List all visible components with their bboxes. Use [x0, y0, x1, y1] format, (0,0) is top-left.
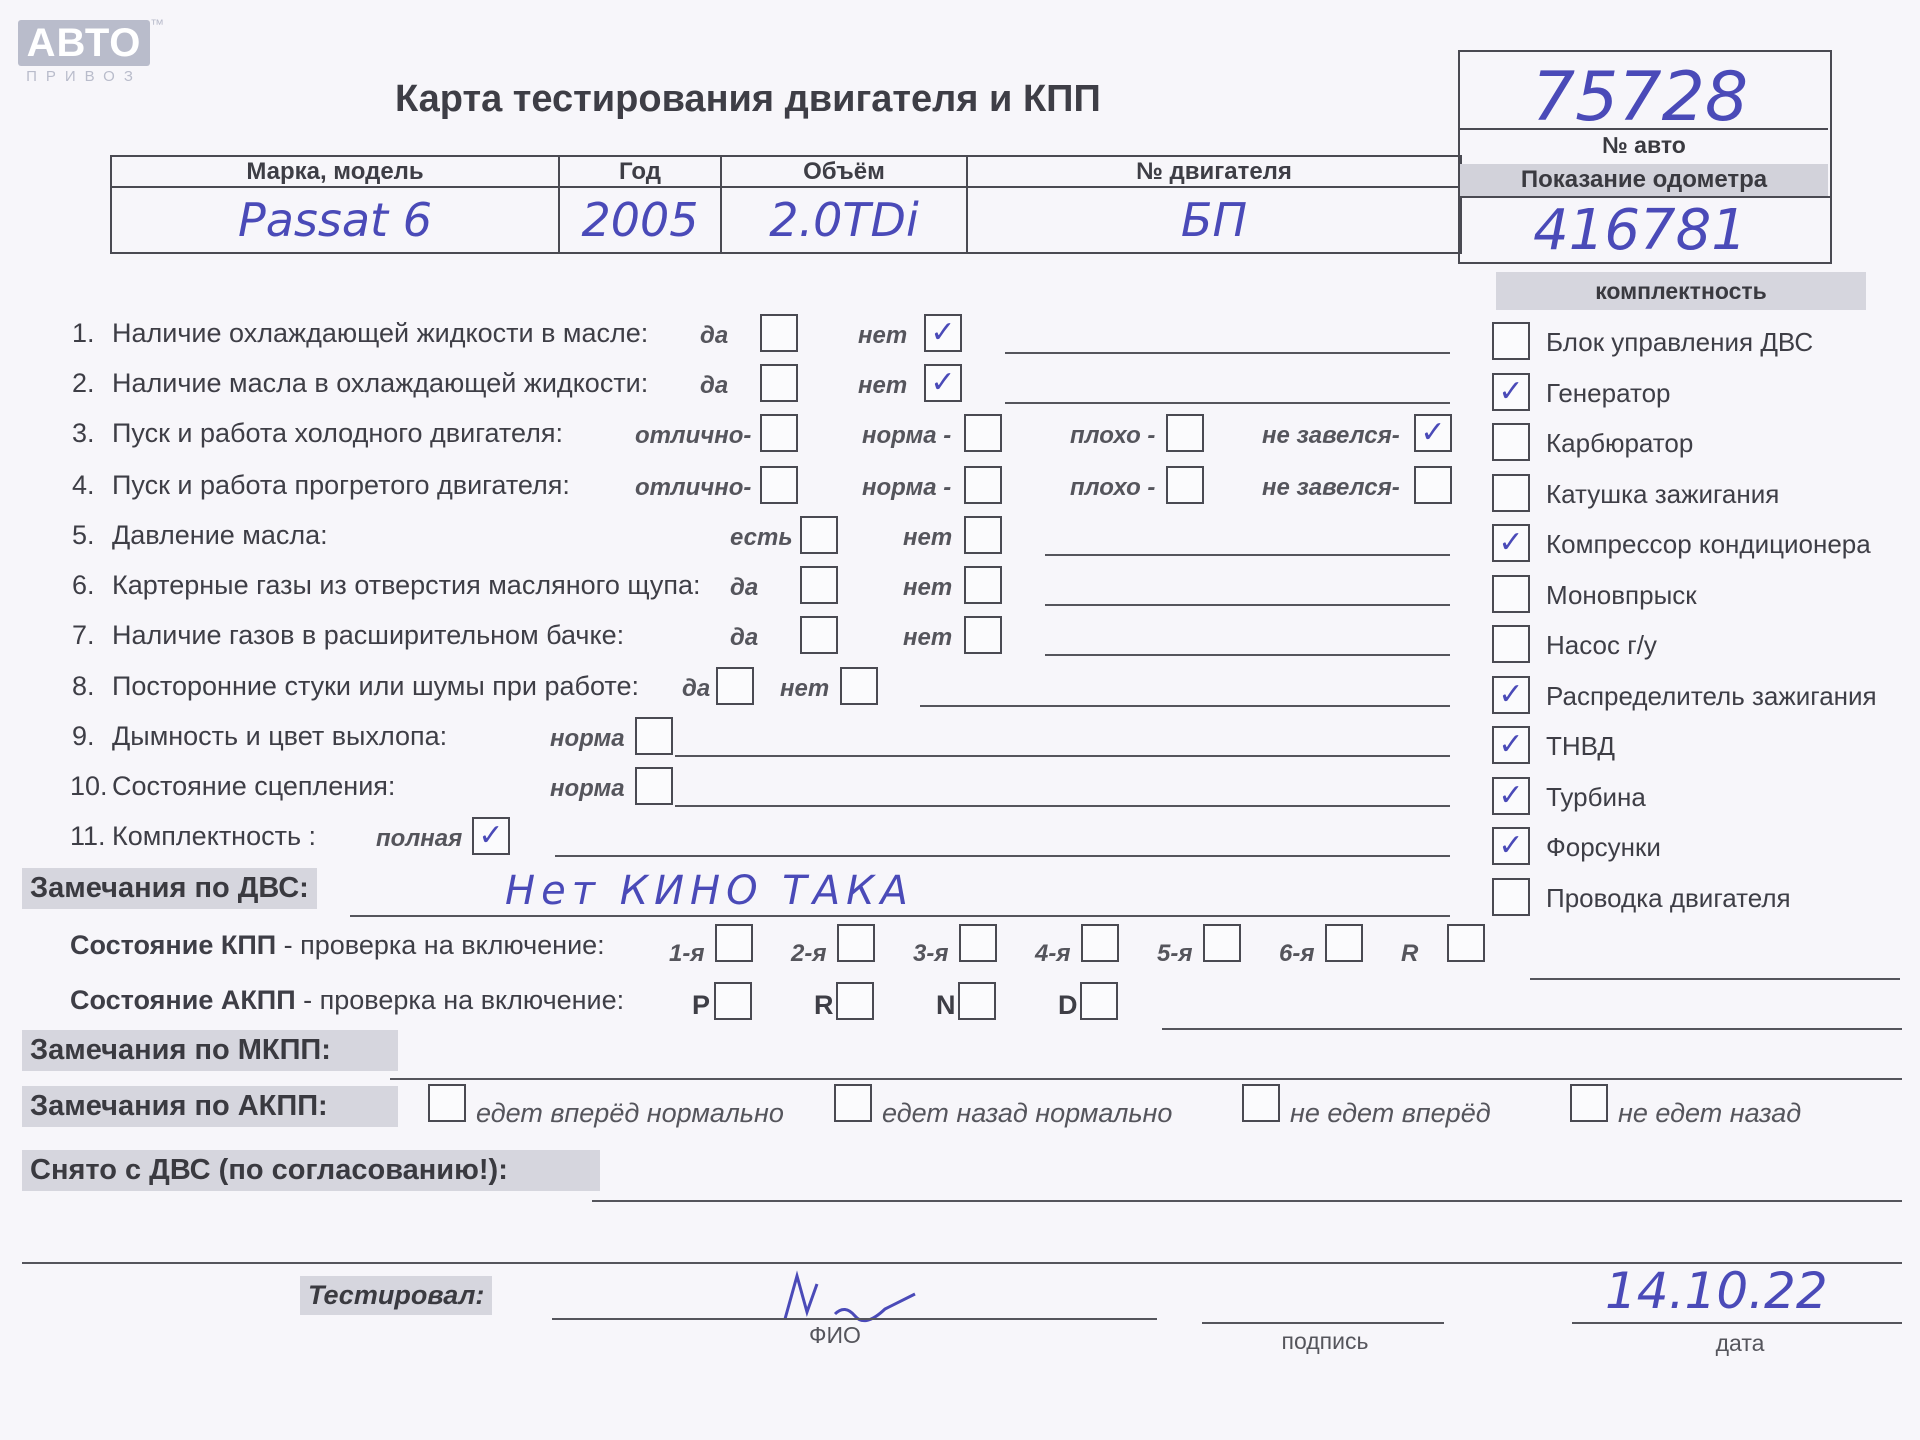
option-checkbox[interactable]: [964, 616, 1002, 654]
kpp-gear-checkbox[interactable]: [1325, 924, 1363, 962]
header-table: [110, 155, 1462, 254]
model-value[interactable]: Passat 6: [111, 187, 559, 253]
kompl-checkbox[interactable]: [1492, 322, 1530, 360]
option-label: нет: [858, 322, 908, 349]
option-checkbox[interactable]: [760, 466, 798, 504]
option-label: да: [682, 675, 711, 702]
akpp-gear-checkbox[interactable]: [836, 982, 874, 1020]
question-text: Посторонние стуки или шумы при работе:: [112, 671, 639, 701]
answer-line: [1045, 654, 1450, 656]
removed-label: Снято с ДВС (по согласованию!):: [22, 1150, 600, 1191]
option-label: норма -: [862, 474, 952, 501]
date-line: [1572, 1322, 1902, 1324]
option-checkbox[interactable]: [800, 616, 838, 654]
akpp-remark-label: едет назад нормально: [882, 1098, 1173, 1128]
option-checkbox[interactable]: [635, 767, 673, 805]
year-value[interactable]: 2005: [559, 187, 721, 253]
kompl-checkbox[interactable]: [1492, 827, 1530, 865]
auto-number-value[interactable]: 75728: [1531, 58, 1749, 137]
kompl-checkbox[interactable]: [1492, 676, 1530, 714]
option-label: полная: [376, 825, 463, 852]
col-volume-header: Объём: [721, 156, 967, 187]
akpp-gear-label: P: [692, 990, 711, 1020]
kompl-checkbox[interactable]: [1492, 777, 1530, 815]
akpp-gear-checkbox[interactable]: [714, 982, 752, 1020]
kpp-gear-label: 3-я: [913, 940, 949, 967]
logo: АВТО: [18, 20, 150, 66]
fio-line: [552, 1318, 1157, 1320]
option-label: нет: [780, 675, 830, 702]
question-text: Комплектность :: [112, 821, 317, 851]
kompl-item-label: Турбина: [1546, 781, 1646, 812]
logo-tm: ™: [150, 16, 164, 32]
kpp-gear-label: 2-я: [791, 940, 827, 967]
check-mark: ✓: [1498, 727, 1524, 762]
odometer-value[interactable]: 416781: [1533, 198, 1747, 263]
kompl-title: комплектность: [1496, 272, 1866, 310]
question-number: 6.: [72, 570, 95, 600]
col-engine-header: № двигателя: [967, 156, 1461, 187]
remarks-akpp-label: Замечания по АКПП:: [22, 1086, 398, 1127]
date-label: дата: [1715, 1330, 1765, 1356]
option-label: да: [730, 574, 759, 601]
akpp-gear-label: D: [1058, 990, 1078, 1020]
answer-line: [1005, 402, 1450, 404]
question-number: 1.: [72, 318, 95, 348]
akpp-remark-label: не едет назад: [1618, 1098, 1802, 1128]
kompl-checkbox[interactable]: [1492, 726, 1530, 764]
akpp-remark-checkbox[interactable]: [1570, 1084, 1608, 1122]
answer-line: [675, 755, 1450, 757]
akpp-gear-label: N: [936, 990, 956, 1020]
option-checkbox[interactable]: [840, 667, 878, 705]
question-text: Состояние сцепления:: [112, 771, 396, 801]
option-checkbox[interactable]: [924, 314, 962, 352]
option-checkbox[interactable]: [635, 717, 673, 755]
option-label: да: [700, 322, 729, 349]
kompl-item-label: Катушка зажигания: [1546, 478, 1780, 509]
option-label: норма: [550, 725, 625, 752]
akpp-label: Состояние АКПП - проверка на включение:: [70, 985, 625, 1015]
check-mark: ✓: [1498, 828, 1524, 863]
remarks-mkpp-line: [390, 1078, 1902, 1080]
akpp-remark-label: не едет вперёд: [1290, 1098, 1491, 1128]
kompl-item-label: ТНВД: [1546, 731, 1616, 761]
option-label: нет: [858, 372, 908, 399]
option-label: нет: [903, 574, 953, 601]
kompl-item-label: Распределитель зажигания: [1546, 680, 1877, 711]
option-label: норма -: [862, 422, 952, 449]
question-number: 4.: [72, 470, 95, 500]
kpp-gear-checkbox[interactable]: [1447, 924, 1485, 962]
question-text: Пуск и работа холодного двигателя:: [112, 418, 563, 448]
page-title: Карта тестирования двигателя и КПП: [395, 78, 1101, 120]
col-model-header: Марка, модель: [111, 156, 559, 187]
kpp-gear-checkbox[interactable]: [837, 924, 875, 962]
question-number: 9.: [72, 721, 95, 751]
kpp-label: Состояние КПП - проверка на включение:: [70, 930, 605, 960]
option-label: отлично-: [635, 422, 752, 449]
check-mark: ✓: [1498, 525, 1524, 560]
option-label: нет: [903, 524, 953, 551]
option-label: плохо -: [1070, 474, 1156, 501]
question-text: Картерные газы из отверстия масляного щупа:: [112, 570, 701, 600]
remarks-dvs-value[interactable]: Нет КИНО ТАКА: [505, 868, 914, 914]
logo-subtitle: ПРИВОЗ: [26, 68, 142, 85]
kpp-gear-label: 5-я: [1157, 940, 1193, 967]
kompl-item-label: Проводка двигателя: [1546, 882, 1791, 913]
kompl-checkbox[interactable]: [1492, 423, 1530, 461]
check-mark: ✓: [930, 315, 956, 350]
kompl-checkbox[interactable]: [1492, 575, 1530, 613]
sign-label: подпись: [1281, 1328, 1369, 1354]
col-year-header: Год: [559, 156, 721, 187]
akpp-remark-checkbox[interactable]: [428, 1084, 466, 1122]
akpp-remark-label: едет вперёд нормально: [476, 1098, 784, 1128]
volume-value[interactable]: 2.0TDi: [721, 187, 967, 253]
option-checkbox[interactable]: [1414, 466, 1452, 504]
question-number: 3.: [72, 418, 95, 448]
option-checkbox[interactable]: [964, 414, 1002, 452]
option-checkbox[interactable]: [716, 667, 754, 705]
question-number: 8.: [72, 671, 95, 701]
kpp-gear-checkbox[interactable]: [1081, 924, 1119, 962]
auto-number-label: № авто: [1602, 132, 1686, 158]
check-mark: ✓: [1498, 373, 1524, 409]
question-text: Дымность и цвет выхлопа:: [112, 721, 448, 751]
check-mark: ✓: [478, 818, 504, 853]
kpp-gear-label: 4-я: [1035, 940, 1071, 967]
option-checkbox[interactable]: [800, 566, 838, 604]
option-label: есть: [730, 524, 793, 551]
option-checkbox[interactable]: [964, 516, 1002, 554]
remarks-dvs-line: [350, 915, 1450, 917]
kompl-item-label: Генератор: [1546, 377, 1671, 408]
kompl-item-label: Блок управления ДВС: [1546, 327, 1814, 357]
kpp-gear-checkbox[interactable]: [959, 924, 997, 962]
akpp-gear-checkbox[interactable]: [1080, 982, 1118, 1020]
kompl-item-label: Компрессор кондиционера: [1546, 529, 1871, 559]
question-text: Наличие охлаждающей жидкости в масле:: [112, 318, 649, 348]
kompl-checkbox[interactable]: [1492, 373, 1530, 411]
akpp-gear-checkbox[interactable]: [958, 982, 996, 1020]
question-text: Пуск и работа прогретого двигателя:: [112, 470, 570, 500]
answer-line: [1005, 352, 1450, 354]
remarks-dvs-label: Замечания по ДВС:: [22, 868, 317, 909]
question-number: 7.: [72, 620, 95, 650]
question-text: Наличие масла в охлаждающей жидкости:: [112, 368, 649, 398]
kompl-item-label: Моновпрыск: [1546, 579, 1697, 610]
date-value[interactable]: 14.10.22: [1605, 1262, 1828, 1320]
question-text: Наличие газов в расширительном бачке:: [112, 620, 625, 650]
odometer-label: Показание одометра: [1460, 164, 1828, 196]
akpp-line: [1162, 1028, 1902, 1030]
question-number: 5.: [72, 520, 95, 550]
option-label: да: [700, 372, 729, 399]
option-label: не завелся-: [1262, 422, 1400, 449]
option-checkbox[interactable]: [924, 364, 962, 402]
answer-line: [675, 805, 1450, 807]
option-checkbox[interactable]: [800, 516, 838, 554]
question-text: Давление масла:: [112, 520, 328, 550]
check-mark: ✓: [1498, 777, 1524, 813]
kpp-gear-checkbox[interactable]: [715, 924, 753, 962]
option-label: норма: [550, 775, 625, 802]
kpp-line: [1530, 978, 1900, 980]
option-checkbox[interactable]: [964, 566, 1002, 604]
akpp-remark-checkbox[interactable]: [1242, 1084, 1280, 1122]
question-number: 10.: [70, 771, 108, 801]
kpp-gear-label: R: [1401, 940, 1419, 967]
kompl-item-label: Насос г/у: [1546, 630, 1657, 660]
option-checkbox[interactable]: [760, 364, 798, 402]
auto-number-divider: [1460, 128, 1828, 130]
kompl-item-label: Карбюратор: [1546, 428, 1694, 458]
option-label: отлично-: [635, 474, 752, 501]
kpp-gear-label: 6-я: [1279, 940, 1315, 967]
kpp-gear-checkbox[interactable]: [1203, 924, 1241, 962]
option-checkbox[interactable]: [760, 414, 798, 452]
option-checkbox[interactable]: [472, 817, 510, 855]
option-label: нет: [903, 624, 953, 651]
kompl-checkbox[interactable]: [1492, 524, 1530, 562]
option-checkbox[interactable]: [1166, 466, 1204, 504]
question-number: 2.: [72, 368, 95, 398]
kompl-item-label: Форсунки: [1546, 832, 1661, 862]
tested-label: Тестировал:: [300, 1276, 492, 1315]
kompl-checkbox[interactable]: [1492, 625, 1530, 663]
answer-line: [555, 855, 1450, 857]
option-label: плохо -: [1070, 422, 1156, 449]
kompl-checkbox[interactable]: [1492, 878, 1530, 916]
sign-line: [1202, 1322, 1444, 1324]
engine-number-value[interactable]: БП: [967, 187, 1461, 253]
option-label: да: [730, 624, 759, 651]
answer-line: [1045, 604, 1450, 606]
check-mark: ✓: [1420, 415, 1446, 450]
question-number: 11.: [70, 821, 106, 851]
option-checkbox[interactable]: [760, 314, 798, 352]
option-checkbox[interactable]: [964, 466, 1002, 504]
remarks-mkpp-label: Замечания по МКПП:: [22, 1030, 398, 1071]
answer-line: [920, 705, 1450, 707]
kpp-gear-label: 1-я: [669, 940, 705, 967]
fio-label: ФИО: [809, 1322, 861, 1348]
akpp-remark-checkbox[interactable]: [834, 1084, 872, 1122]
check-mark: ✓: [1498, 676, 1524, 712]
option-label: не завелся-: [1262, 474, 1400, 501]
option-checkbox[interactable]: [1414, 414, 1452, 452]
removed-line-1: [592, 1200, 1902, 1202]
option-checkbox[interactable]: [1166, 414, 1204, 452]
akpp-gear-label: R: [814, 990, 834, 1020]
kompl-checkbox[interactable]: [1492, 474, 1530, 512]
answer-line: [1045, 554, 1450, 556]
check-mark: ✓: [930, 365, 956, 400]
